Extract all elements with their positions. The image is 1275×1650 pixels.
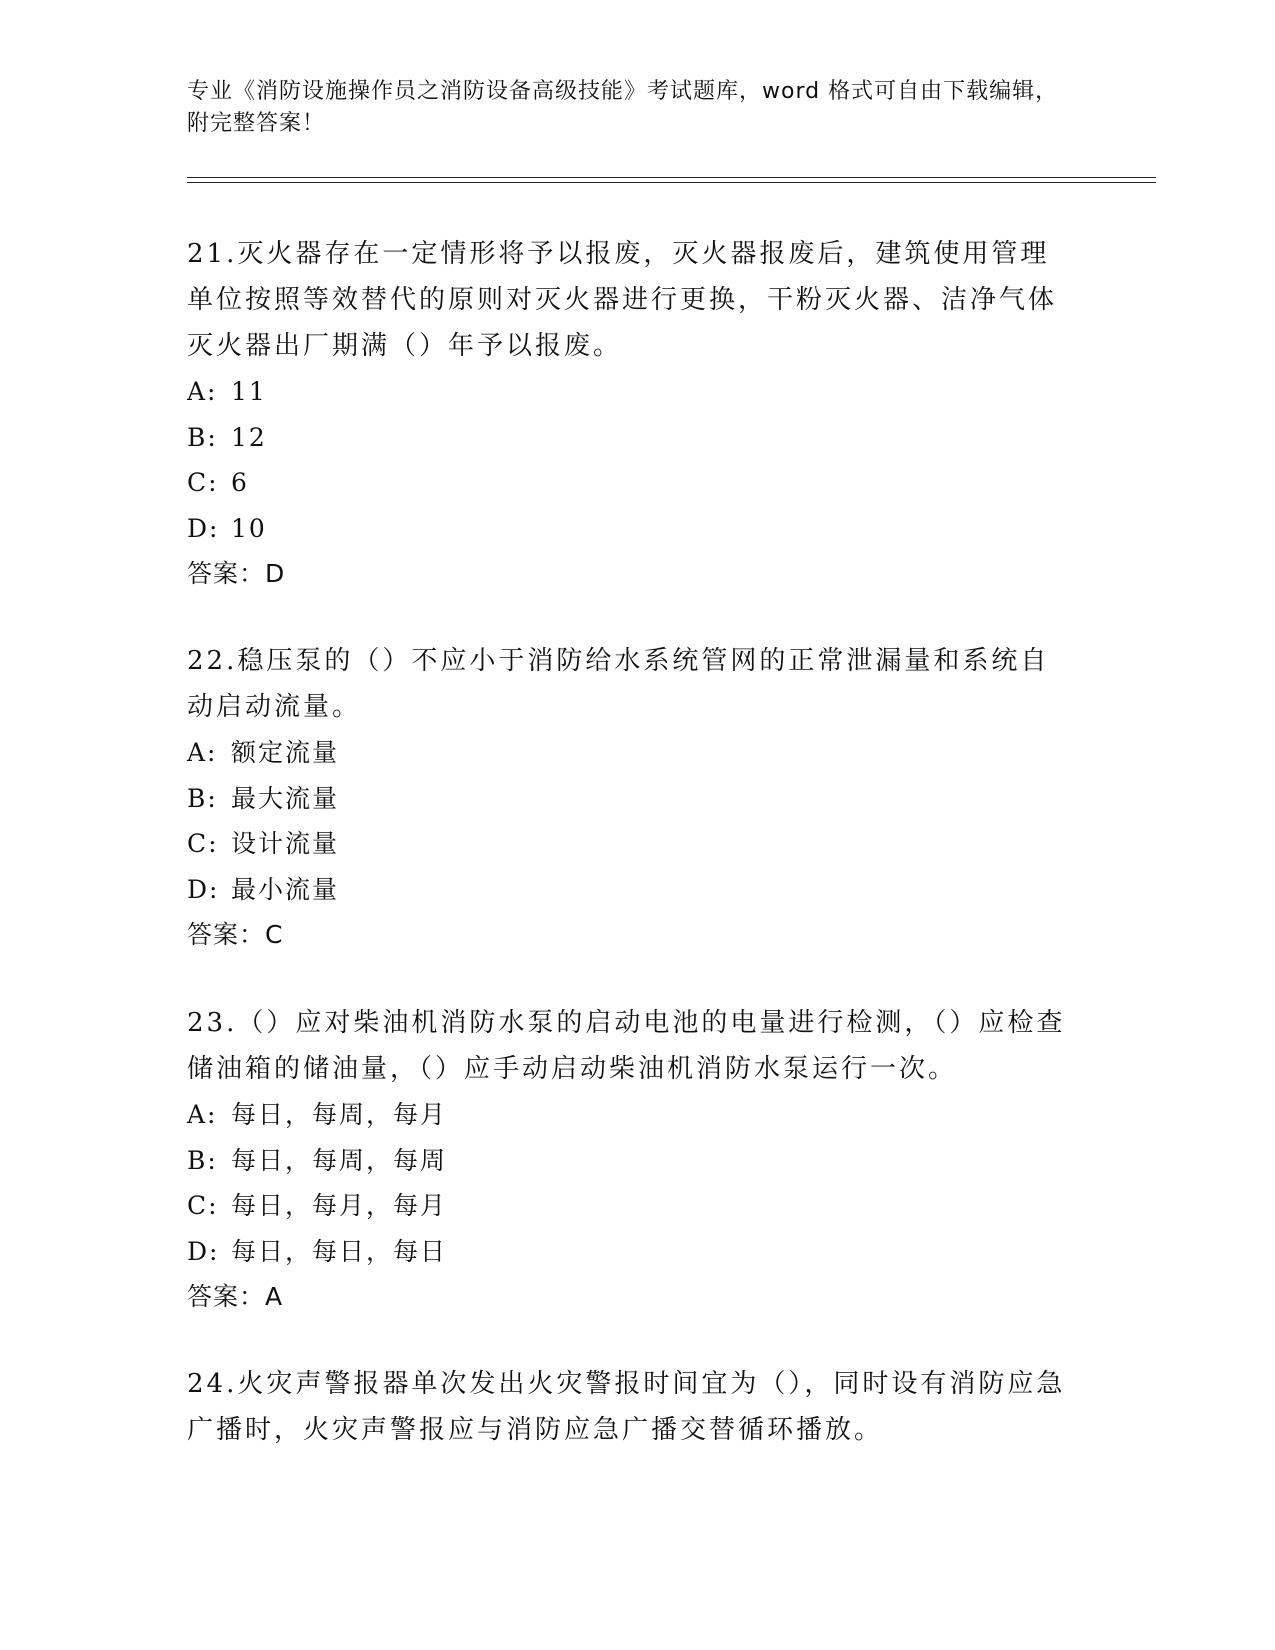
- header-divider-top: [187, 177, 1156, 178]
- option-a: [187, 1092, 1077, 1138]
- option-value: 每日，每周，每周: [231, 1145, 448, 1175]
- question-text: 22.稳压泵的（）不应小于消防给水系统管网的正常泄漏量和系统自动启动流量。: [187, 646, 1050, 722]
- option-letter: B:: [187, 1145, 218, 1175]
- option-letter: C:: [187, 468, 219, 497]
- question-22: [187, 638, 1077, 958]
- option-value: 12: [231, 422, 267, 452]
- option-a: [187, 369, 1077, 415]
- option-value: 设计流量: [231, 829, 340, 858]
- option-letter: A:: [187, 377, 218, 406]
- option-a: [187, 730, 1077, 776]
- option-c: [187, 821, 1077, 867]
- option-value: 每日，每日，每日: [231, 1236, 448, 1266]
- option-value: 额定流量: [231, 738, 340, 767]
- option-c: [187, 460, 1077, 506]
- option-letter: A:: [187, 738, 218, 767]
- document-header: 专业《消防设施操作员之消防设备高级技能》考试题库，word 格式可自由下载编辑，附完整答案！: [187, 79, 1059, 136]
- option-value: 最大流量: [231, 783, 340, 813]
- option-letter: B:: [187, 422, 218, 452]
- option-letter: C:: [187, 1191, 219, 1220]
- option-d: [187, 1229, 1077, 1275]
- option-value: 10: [231, 513, 267, 543]
- option-c: [187, 1183, 1077, 1229]
- answer-line: 答案：C: [187, 920, 284, 949]
- option-letter: D:: [187, 1236, 220, 1266]
- option-b: [187, 415, 1077, 461]
- header-divider-bottom: [187, 182, 1156, 183]
- option-d: [187, 506, 1077, 552]
- question-text: 21.灭火器存在一定情形将予以报废，灭火器报废后，建筑使用管理单位按照等效替代的原则对灭火器进行更换，干粉灭火器、洁净气体灭火器出厂期满（）年予以报废。: [187, 239, 1058, 361]
- option-b: [187, 1138, 1077, 1184]
- option-value: 每日，每周，每月: [231, 1100, 448, 1129]
- question-21: [187, 231, 1077, 597]
- question-24: [187, 1361, 1077, 1453]
- option-d: [187, 867, 1077, 913]
- option-b: [187, 776, 1077, 822]
- option-value: 11: [231, 377, 267, 406]
- option-letter: B:: [187, 783, 218, 813]
- option-value: 6: [231, 468, 249, 497]
- option-value: 每日，每月，每月: [231, 1191, 448, 1220]
- option-letter: C:: [187, 829, 219, 858]
- question-text: 24.火灾声警报器单次发出火灾警报时间宜为（），同时设有消防应急广播时，火灾声警报应与消防应急广播交替循环播放。: [187, 1369, 1066, 1445]
- question-23: [187, 1000, 1077, 1320]
- option-letter: D:: [187, 874, 220, 904]
- answer-line: 答案：D: [187, 559, 286, 588]
- option-letter: A:: [187, 1100, 218, 1129]
- option-value: 最小流量: [231, 874, 340, 904]
- question-text: 23.（）应对柴油机消防水泵的启动电池的电量进行检测，（）应检查储油箱的储油量，（）应手动启动柴油机消防水泵运行一次。: [187, 1008, 1066, 1084]
- answer-line: 答案：A: [187, 1282, 284, 1311]
- option-letter: D:: [187, 513, 220, 543]
